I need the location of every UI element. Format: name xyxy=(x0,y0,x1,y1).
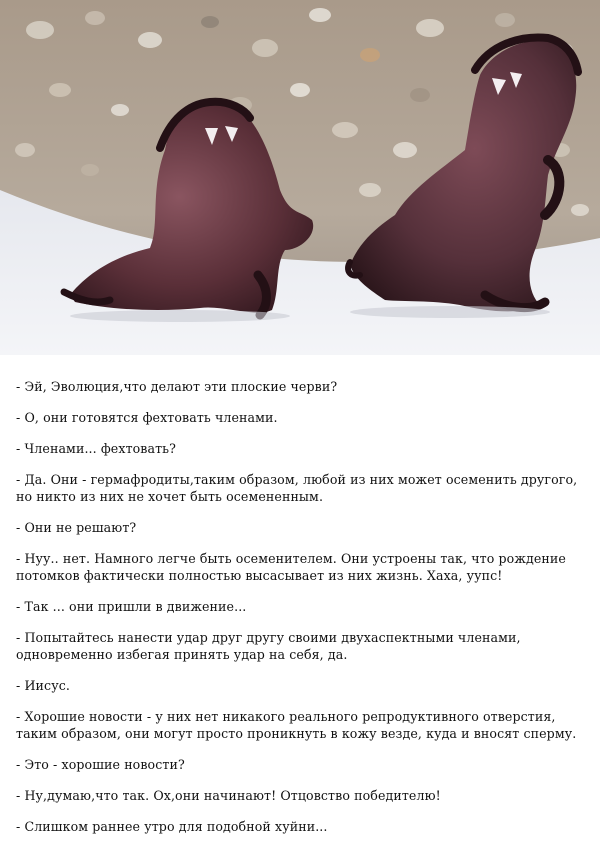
dialogue-line: - Попытайтесь нанести удар друг другу своими двухаспектными членами, одновременно избегая принять удар на себя, да. xyxy=(16,630,521,662)
flatworms-photo xyxy=(0,0,600,355)
flatworms-illustration xyxy=(0,0,600,355)
dialogue-line: - Это - хорошие новости? xyxy=(16,757,185,772)
dialogue-line: - Членами... фехтовать? xyxy=(16,441,176,456)
dialogue-line: - Иисус. xyxy=(16,678,70,693)
dialogue-line: - Эй, Эволюция,что делают эти плоские черви? xyxy=(16,379,338,394)
dialogue-line: - Они не решают? xyxy=(16,520,137,535)
dialogue-line: - Хорошие новости - у них нет никакого реального репродуктивного отверстия, таким образом, они могут просто проникнуть в кожу везде, куда и вносят сперму. xyxy=(16,709,577,741)
dialogue-line: - Да. Они - гермафродиты,таким образом, любой из них может осеменить другого, но никто из них не хочет быть осемененным. xyxy=(16,472,578,504)
dialogue-line: - Ну,думаю,что так. Ох,они начинают! Отцовство победителю! xyxy=(16,788,441,803)
dialogue-line: - О, они готовятся фехтовать членами. xyxy=(16,410,278,425)
dialogue-line: - Слишком раннее утро для подобной хуйни... xyxy=(16,819,328,834)
dialogue-line: - Нуу.. нет. Намного легче быть осеменителем. Они устроены так, что рождение потомков фактически полностью высасывает из них жизнь. Хаха, уупс! xyxy=(16,551,566,583)
dialogue-line: - Так ... они пришли в движение... xyxy=(16,599,247,614)
dialogue-text xyxy=(16,378,591,849)
